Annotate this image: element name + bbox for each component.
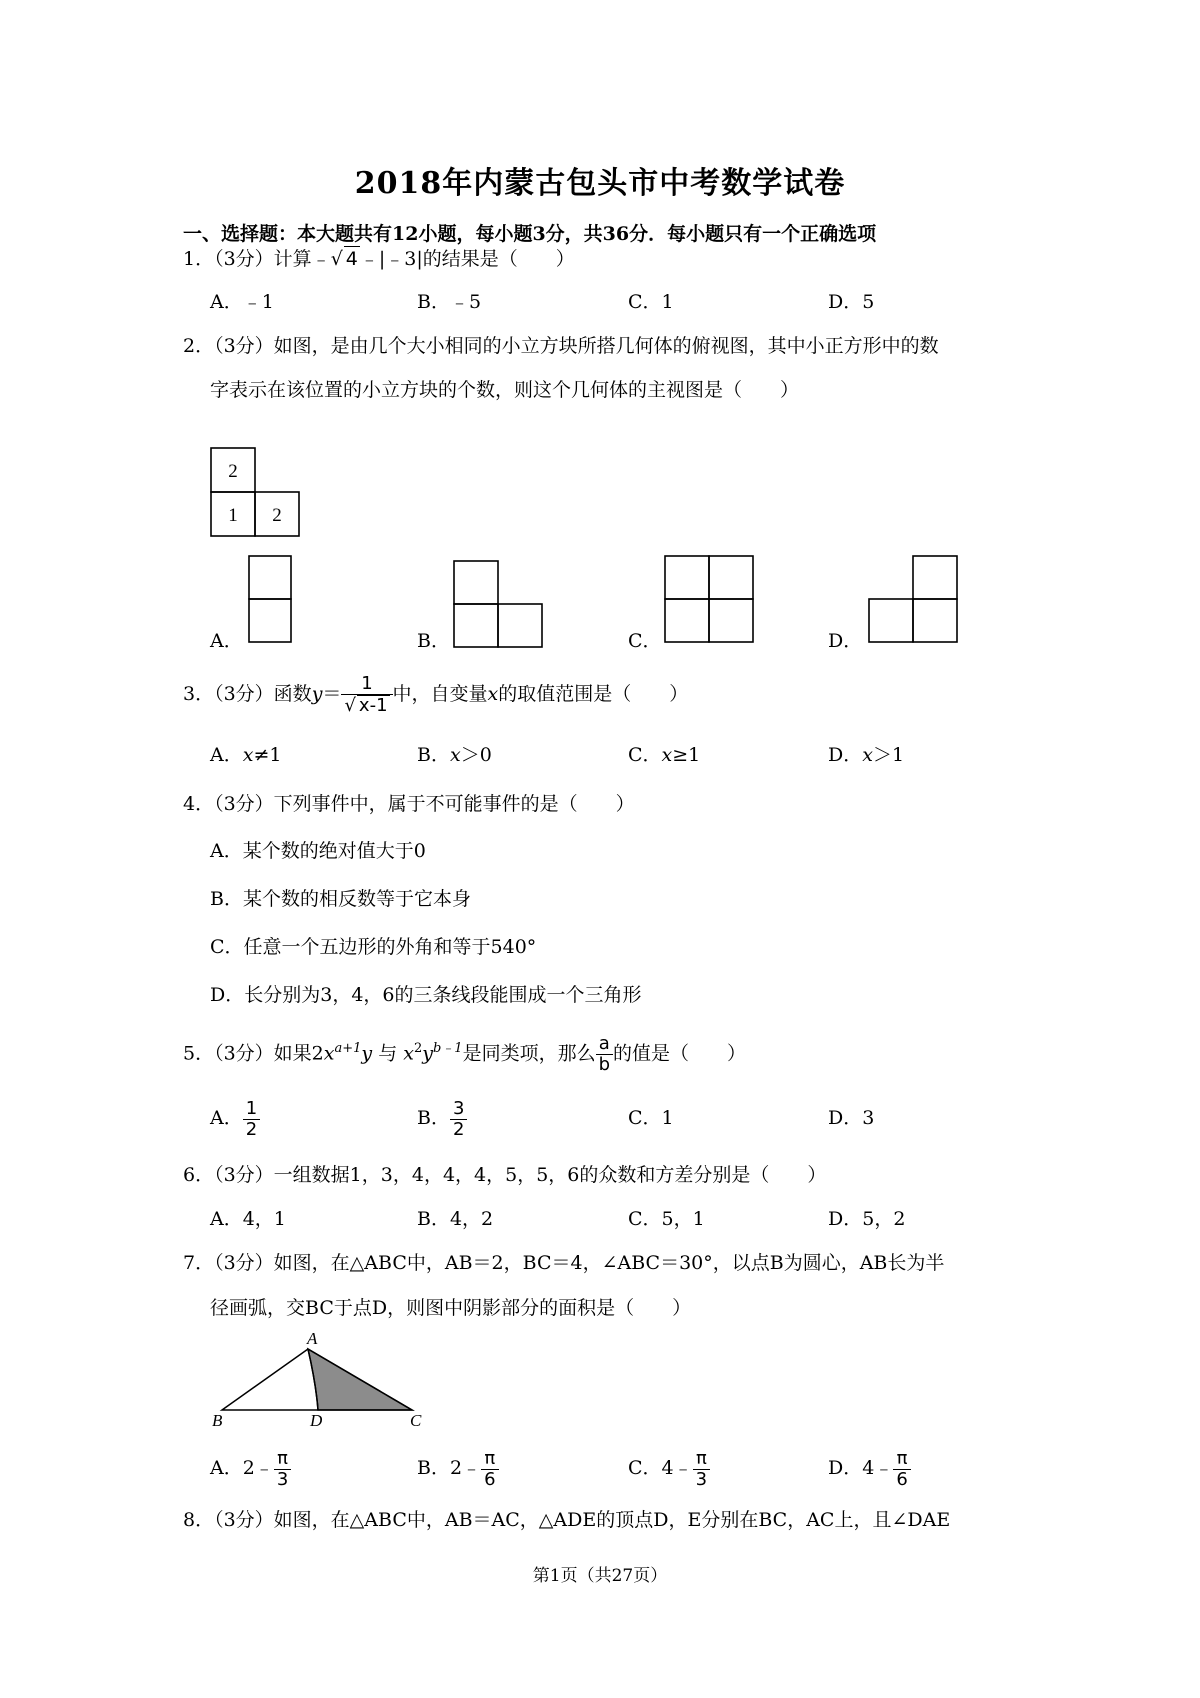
question-7-line-2: 径画弧，交BC于点D，则图中阴影部分的面积是（ ） [210,1297,692,1319]
question-3-stem [183,672,688,716]
option-den: 3 [695,1468,708,1490]
page-footer: 第1页（共27页） [532,1566,668,1586]
option-fraction [450,1099,467,1140]
option-num: π [481,1449,498,1470]
q1-option-d: D．5 [828,291,875,313]
q7-option-b [417,1446,499,1490]
option-rel: ≥1 [672,744,701,766]
point-a-label: A [307,1329,318,1348]
question-8-line-1: 8．（3分）如图，在△ABC中，AB＝AC，△ADE的顶点D，E分别在BC，AC上，且∠DAE [183,1509,951,1531]
grid-number-bottom-right: 2 [272,505,282,526]
grid-number-bottom-left: 1 [228,505,238,526]
q1-suffix: ﹣|﹣3|的结果是（ ） [359,248,575,270]
q2-option-d-label: D． [828,630,863,652]
q5-frac-den: b [598,1053,611,1075]
q6-option-a: A．4，1 [210,1208,286,1230]
q5-mid: 与 [378,1042,398,1065]
q3-radicand: x-1 [358,695,388,716]
q5-x1: x [323,1042,335,1065]
option-rel: ＞1 [872,744,905,766]
q5-y1: y [361,1042,373,1065]
option-den: 3 [276,1468,289,1490]
q3-option-c [628,743,700,767]
q3-suffix-1: 中，自变量 [392,683,488,705]
option-label: A．2﹣ [210,1457,274,1479]
option-rel: ＞0 [460,744,492,766]
question-1-stem [183,246,575,271]
option-num: 1 [243,1099,260,1120]
option-den: 2 [452,1118,465,1140]
sqrt-sign: √ [330,248,343,270]
option-fraction [693,1449,710,1490]
option-fraction [481,1449,498,1490]
option-var: x [449,744,461,766]
option-fraction [893,1449,910,1490]
question-4-stem: 4．（3分）下列事件中，属于不可能事件的是（ ） [183,793,635,815]
page-title: 2018年内蒙古包头市中考数学试卷 [354,166,846,201]
option-var: x [242,744,254,766]
q6-option-b: B．4，2 [417,1208,494,1230]
q5-exponent-2: 2 [413,1041,423,1056]
q6-option-c: C．5，1 [628,1208,705,1230]
q7-option-a [210,1446,291,1490]
option-fraction [274,1449,291,1490]
option-label: C． [628,744,662,766]
top-view-figure [210,447,300,537]
option-fraction [243,1099,260,1140]
q3-numerator: 1 [341,674,392,695]
option-var: x [661,744,673,766]
question-2-line-2: 字表示在该位置的小立方块的个数，则这个几何体的主视图是（ ） [210,379,800,401]
point-c-label: C [410,1411,422,1430]
option-label: A． [210,1107,243,1129]
q2-option-c-label: C． [628,630,662,652]
q4-option-c: C．任意一个五边形的外角和等于540° [210,936,537,958]
q2-option-a-label: A． [210,630,243,652]
q3-fraction [341,674,392,716]
triangle-figure [210,1329,425,1430]
q2-option-a-figure [248,555,292,643]
q5-y2: y [422,1042,433,1065]
q3-var-y: y [311,683,323,705]
q6-option-d: D．5，2 [828,1208,906,1230]
q3-option-b [417,743,492,767]
q3-option-d [828,743,904,767]
q3-denominator [341,695,392,716]
option-num: π [274,1449,291,1470]
q7-option-c [628,1446,710,1490]
option-rel: ≠1 [253,744,282,766]
q4-option-d: D．长分别为3，4，6的三条线段能围成一个三角形 [210,984,642,1006]
sqrt-sign: √ [344,695,356,716]
option-label: C．4﹣ [628,1457,693,1479]
q5-option-a [210,1096,260,1140]
option-label: D．4﹣ [828,1457,894,1479]
point-b-label: B [212,1411,223,1430]
option-label: B． [417,744,450,766]
q3-prefix: 3．（3分）函数 [183,683,312,705]
q1-option-b: B．﹣5 [417,291,482,313]
q5-exponent-3: b﹣1 [432,1041,463,1056]
q5-suffix-1: 是同类项，那么 [462,1042,596,1065]
option-num: 3 [450,1099,467,1120]
q3-var-x: x [487,683,499,705]
q2-option-b-figure [453,560,543,648]
q5-option-d: D．3 [828,1107,875,1129]
question-7-line-1: 7．（3分）如图，在△ABC中，AB＝2，BC＝4，∠ABC＝30°，以点B为圆心，AB长为半 [183,1252,945,1274]
option-num: π [893,1449,910,1470]
q4-option-a: A．某个数的绝对值大于0 [210,840,426,862]
q5-option-c: C．1 [628,1107,674,1129]
option-den: 2 [245,1118,258,1140]
q1-option-c: C．1 [628,291,674,313]
q5-suffix-2: 的值是（ ） [613,1042,747,1065]
q5-option-b [417,1096,467,1140]
option-den: 6 [896,1468,908,1490]
q2-option-c-figure [664,555,754,643]
question-6-stem: 6．（3分）一组数据1，3，4，4，4，5，5，6的众数和方差分别是（ ） [183,1164,827,1186]
q5-x2: x [403,1042,414,1065]
point-d-label: D [310,1411,323,1430]
q1-option-a: A．﹣1 [210,291,274,313]
option-label: D． [828,744,863,766]
option-den: 6 [484,1468,496,1490]
q1-prefix: 1．（3分）计算﹣ [183,248,331,270]
question-5-stem [183,1027,746,1075]
q4-option-b: B．某个数的相反数等于它本身 [210,888,471,910]
option-label: B．2﹣ [417,1457,482,1479]
q1-radicand: 4 [345,248,358,270]
option-num: π [693,1449,710,1470]
q5-exponent-1: a+1 [334,1041,362,1056]
question-2-line-1: 2．（3分）如图，是由几个大小相同的小立方块所搭几何体的俯视图，其中小正方形中的数 [183,335,939,357]
q5-prefix: 5．（3分）如果2 [183,1042,324,1065]
q3-suffix-2: 的取值范围是（ ） [498,683,689,705]
q7-option-d [828,1446,911,1490]
option-label: B． [417,1107,450,1129]
q5-fraction [596,1034,613,1075]
grid-number-top: 2 [228,461,238,482]
q2-option-d-figure [868,555,958,643]
q3-option-a [210,743,281,767]
option-label: A． [210,744,243,766]
q5-frac-num: a [596,1034,613,1055]
option-var: x [862,744,873,766]
section-heading: 一、选择题：本大题共有12小题，每小题3分，共36分．每小题只有一个正确选项 [183,223,877,245]
q3-eq: ＝ [322,683,342,705]
q2-option-b-label: B． [417,630,450,652]
